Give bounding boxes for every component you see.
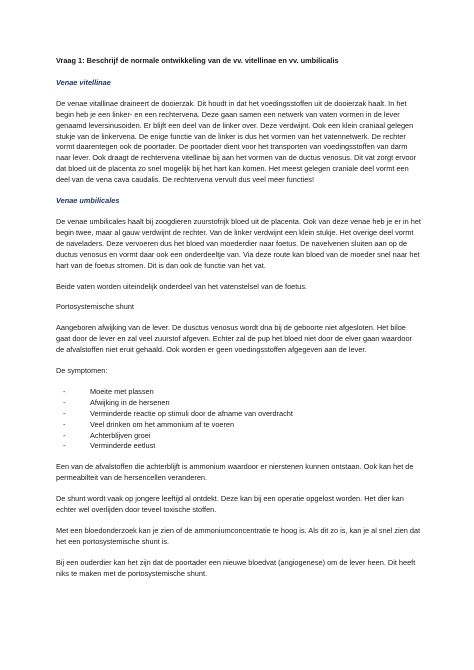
list-dash: - (63, 397, 66, 407)
list-dash: - (63, 386, 66, 396)
list-dash: - (63, 430, 66, 440)
list-item (56, 431, 422, 442)
section-heading-venae-vitellinae: Venae vitellinae (56, 77, 111, 87)
section-heading-venae-umbilicales: Venae umbilicales (56, 196, 120, 206)
paragraph-shunt-2: Een van de afvalstoffen die achterblijft is ammonium waardoor er nierstenen kunnen ontstaan. Ook kan het de permeabilteit van de hersencellen veranderen. (56, 462, 414, 483)
list-item (56, 420, 422, 431)
symptoms-label: De symptomen: (56, 366, 108, 376)
paragraph-umbilicales-2: Beide vaten worden uiteindelijk onderdeel van het vatenstelsel van de foetus. (56, 281, 308, 291)
paragraph-umbilicales-1: De venae umbilicales haalt bij zoogdieren zuurstofrijk bloed uit de placenta. Ook van deze venae heb je er in het begin twee, maar al gauw verdwijnt de rechter. Van de linker verdwijnt een klein stukje. Het overige deel vormt de naveladers. Deze vervoeren dus het bloed van moederdier naar foetus. De navelvenen sluiten aan op de ductus venosus en vormt daar ook een onderdeeltje van. Via deze route kan bloed van de moeder snel naar het hart van de foetus stromen. Dit is dan ook de functie van het vat. (56, 216, 421, 270)
list-dash: - (63, 441, 66, 451)
document-content (56, 56, 422, 590)
page-title: Vraag 1: Beschrijf de normale ontwikkeling van de vv. vitellinae en vv. umbilicalis (56, 56, 339, 65)
list-dash: - (63, 419, 66, 429)
paragraph-vitellinae: De venae vitallinae draineert de dooierzak. Dit houdt in dat het voedingsstoffen uit de dooierzak haalt. In het begin heb je een linker- en een rechtervena. Deze gaan samen een netwerk van vaten vormen in de lever genaamd leversinusoiden. Er blijft een deel van de linker over. Deze verdwijnt. Ook een klein craniaal gelegen stukje van de linkervena. De enige functie van de linker is dus het vormen van het vatennetwerk. De rechter vormt daarentegen ook de poortader. De poortader dient voor het transporten van voedingsstoffen van darm naar lever. Ook draagt de rechtervena vitellinae bij aan het vormen van de ductus venosus. Dit vat zorgt ervoor dat bloed uit de placenta zo snel mogelijk bij het hart kan komen. Het meest gelegen craniale deel vormt een deel van de vena cava caudalis. De rechtervena vervult dus veel meer functies! (56, 98, 417, 185)
list-item (56, 409, 422, 420)
paragraph-shunt-5: Bij een ouderdier kan het zijn dat de poortader een nieuwe bloedvat (angiogenese) om de lever heen. Dit heeft niks te maken met de portosystemische shunt. (56, 557, 416, 578)
symptoms-list (56, 387, 422, 452)
symptom-text: Achterblijven groei (90, 430, 151, 440)
symptom-text: Verminderde eetlust (90, 441, 156, 451)
paragraph-shunt-3: De shunt wordt vaak op jongere leeftijd al ontdekt. Deze kan bij een operatie opgelost worden. Het dier kan echter wel overlijden door teveel toxische stoffen. (56, 494, 404, 515)
paragraph-shunt-1: Aangeboren afwijking van de lever. De dusctus venosus wordt dna bij de geboorte niet afgesloten. Het biloe gaat door de lever en zal veel zuurstof afgeven. Echter zal de pup het bloed niet door de elver gaan waardoor de afvalstoffen niet eruit gehaald. Ook worden er geen voedingsstoffen afgegeven aan de lever. (56, 323, 412, 355)
list-item (56, 387, 422, 398)
symptom-text: Veel drinken om het ammonium af te voeren (90, 419, 235, 429)
paragraph-shunt-4: Met een bloedonderzoek kan je zien of de ammoniumconcentratie te hoog is. Als dit zo is, kan je al snel zien dat het een portosystemische shunt is. (56, 526, 421, 546)
list-item (56, 398, 422, 409)
section-heading-portosystemische-shunt: Portosystemische shunt (56, 302, 134, 312)
symptom-text: Afwijking in de hersenen (90, 397, 170, 407)
list-dash: - (63, 408, 66, 418)
list-item (56, 441, 422, 452)
symptom-text: Moeite met plassen (90, 386, 154, 396)
symptom-text: Verminderde reactie op stimuli door de afname van overdracht (90, 408, 293, 418)
